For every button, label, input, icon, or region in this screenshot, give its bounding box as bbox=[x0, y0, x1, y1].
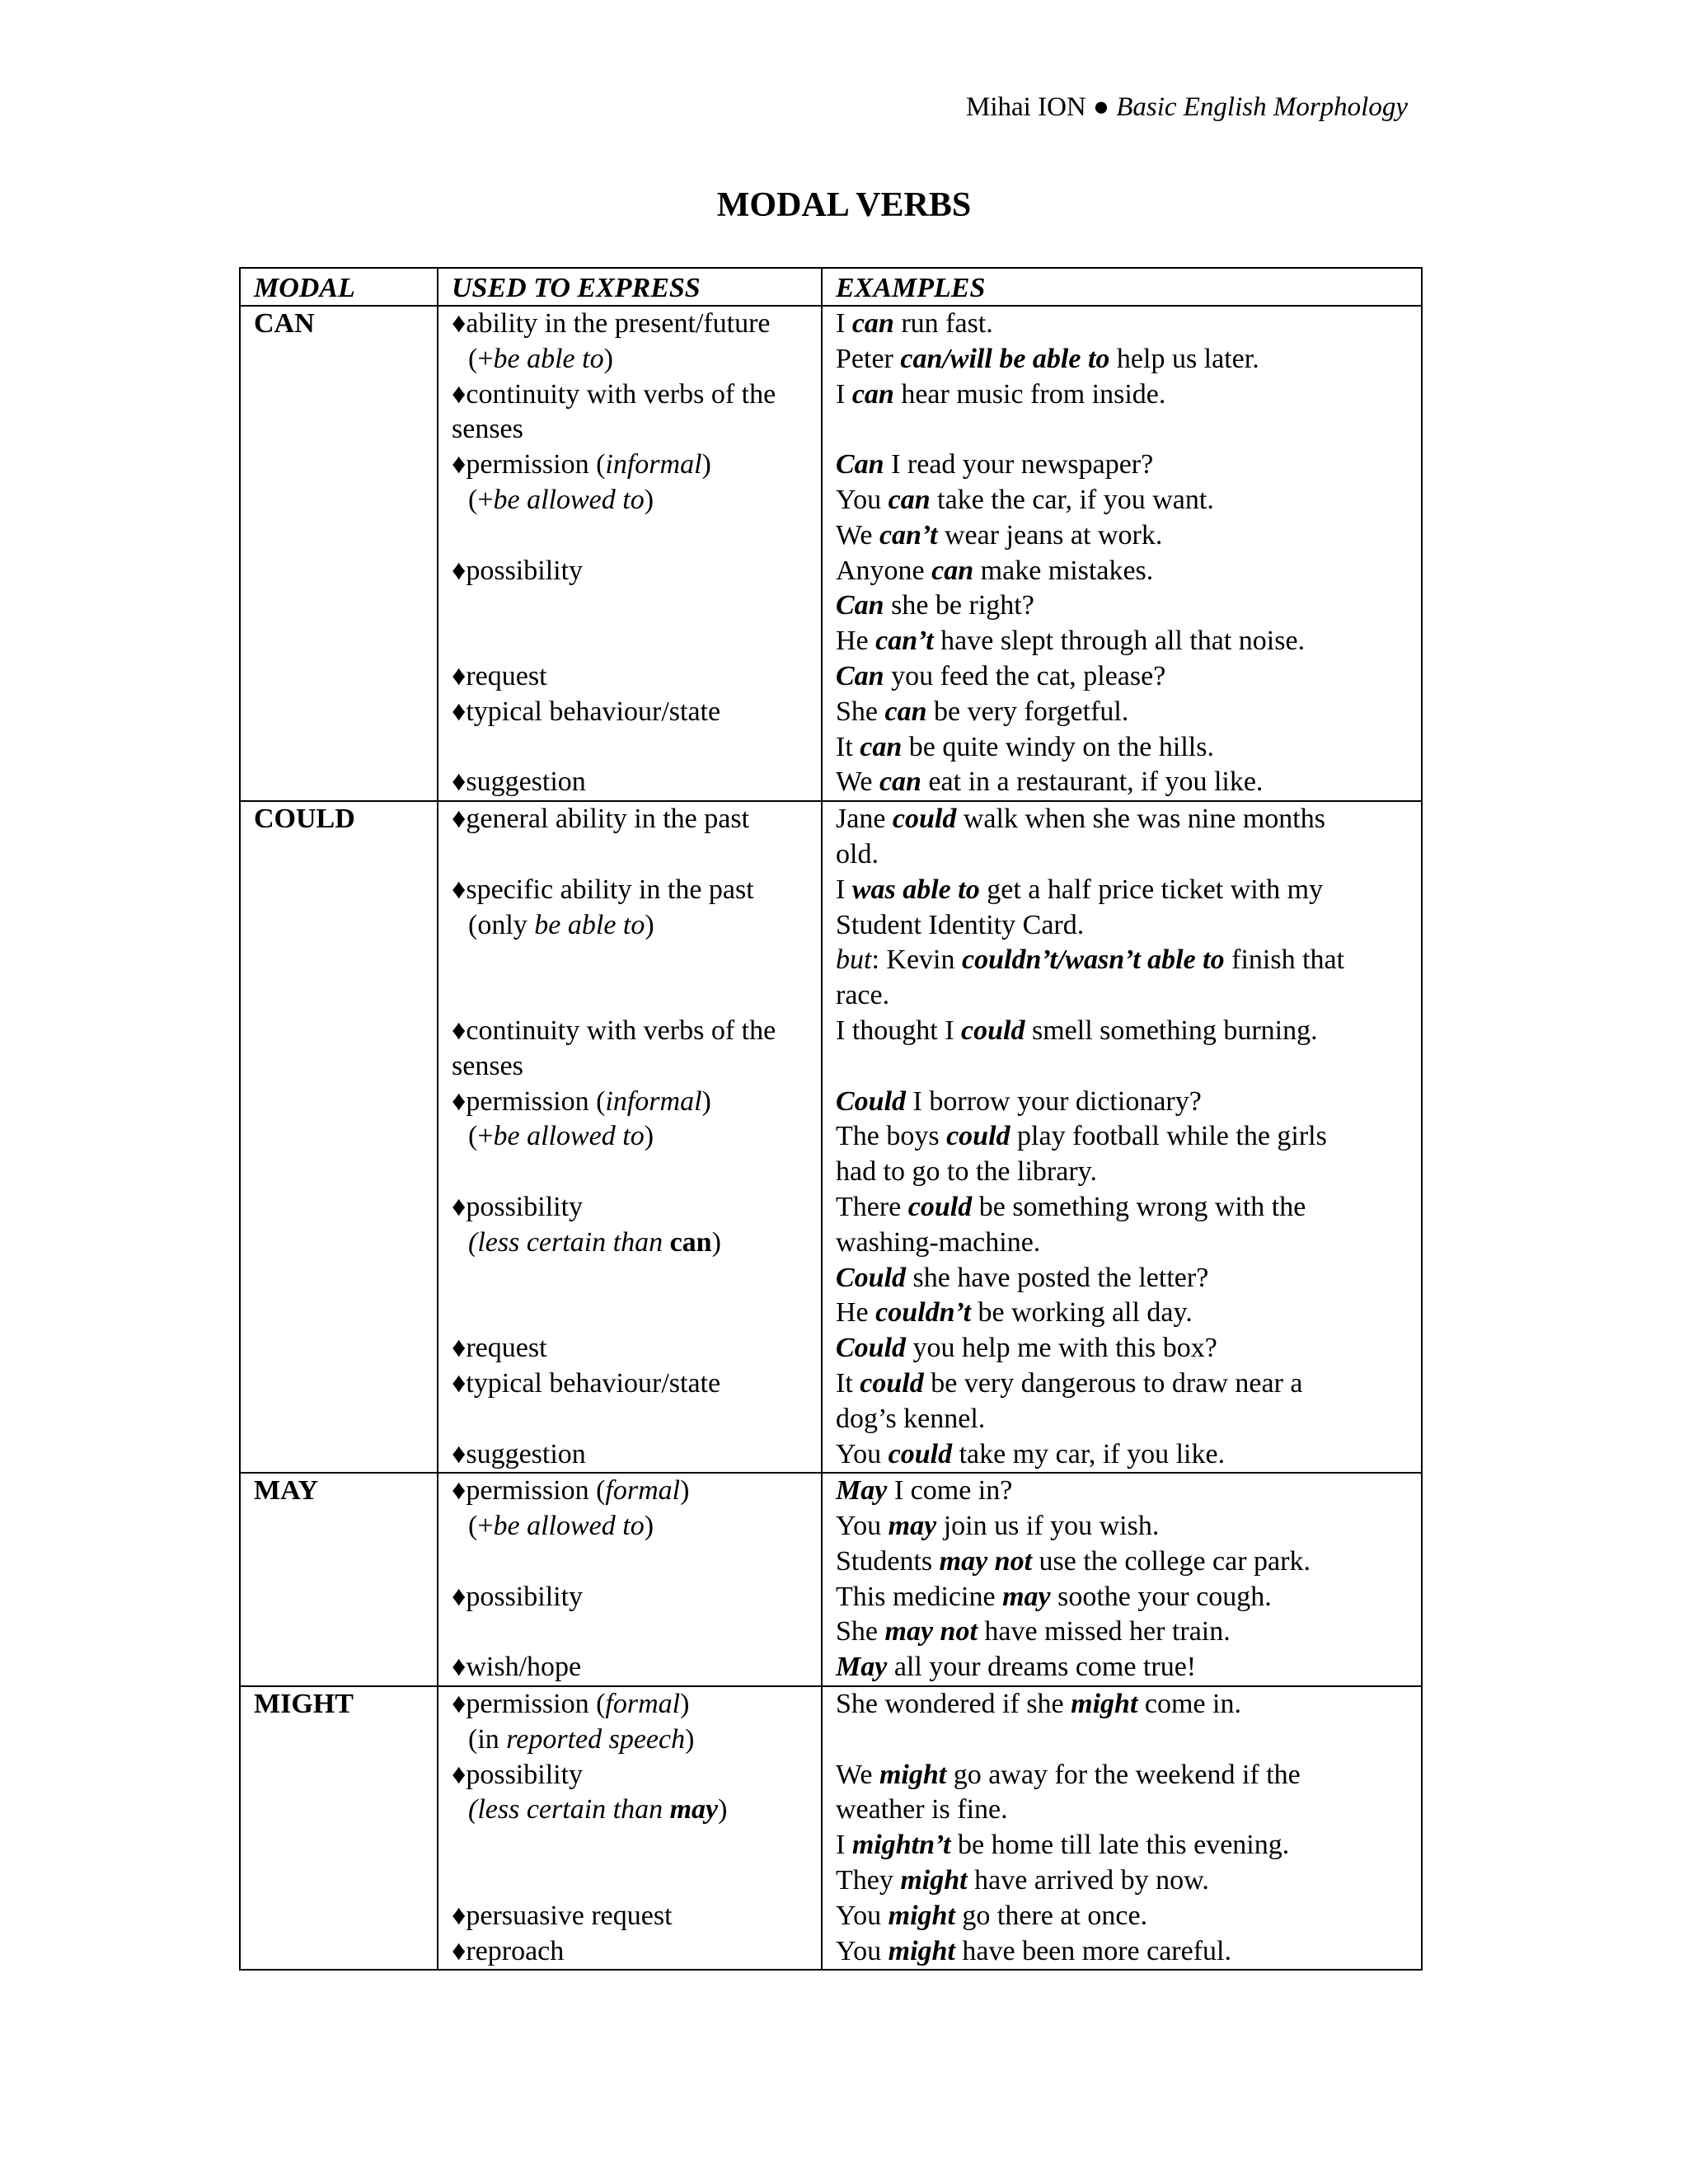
uses-text: be able to bbox=[493, 343, 604, 374]
uses-text: be allowed to bbox=[493, 1121, 645, 1152]
uses-line bbox=[452, 1722, 808, 1758]
examples-text: There bbox=[836, 1191, 908, 1222]
examples-text: May bbox=[836, 1475, 888, 1507]
examples-line bbox=[836, 1402, 1408, 1437]
examples-line bbox=[836, 695, 1408, 730]
uses-text: ♦permission ( bbox=[452, 1085, 606, 1117]
uses-text: be allowed to bbox=[493, 484, 645, 515]
uses-text: ♦continuity with verbs of the bbox=[452, 1015, 776, 1046]
header-bullet: ● bbox=[1093, 92, 1109, 122]
examples-text: May bbox=[836, 1652, 888, 1683]
uses-text: ) bbox=[644, 484, 654, 515]
uses-text: informal bbox=[605, 1085, 702, 1117]
examples-line bbox=[836, 342, 1408, 377]
uses-text: ) bbox=[711, 1226, 721, 1258]
examples-text: Can bbox=[836, 590, 884, 621]
uses-text: ) bbox=[680, 1689, 690, 1720]
uses-line bbox=[452, 448, 808, 483]
examples-text: You bbox=[836, 1511, 889, 1542]
uses-text: (+ bbox=[468, 484, 494, 515]
examples-line bbox=[836, 802, 1408, 837]
examples-text: play football while the girls bbox=[1010, 1121, 1327, 1152]
uses-line bbox=[452, 518, 808, 554]
uses-text: (in bbox=[468, 1723, 507, 1755]
examples-text: make mistakes. bbox=[973, 555, 1154, 586]
modal-cell: COULD bbox=[240, 801, 438, 1473]
uses-line bbox=[452, 943, 808, 978]
examples-text: Peter bbox=[836, 343, 901, 374]
uses-text: ♦permission ( bbox=[452, 1689, 606, 1720]
uses-text: ♦possibility bbox=[452, 1191, 584, 1222]
examples-line bbox=[836, 1580, 1408, 1615]
examples-text: washing-machine. bbox=[836, 1226, 1041, 1258]
examples-text: could bbox=[892, 804, 957, 835]
uses-line bbox=[452, 1580, 808, 1615]
examples-text: Could bbox=[836, 1333, 907, 1364]
uses-line bbox=[452, 1366, 808, 1402]
examples-line bbox=[836, 1437, 1408, 1473]
examples-text: go away for the weekend if the bbox=[946, 1759, 1301, 1790]
examples-line bbox=[836, 624, 1408, 659]
uses-line bbox=[452, 1085, 808, 1120]
uses-text: (only bbox=[468, 909, 535, 940]
examples-line bbox=[836, 1155, 1408, 1190]
examples-text: wear jeans at work. bbox=[937, 519, 1163, 551]
examples-text: you feed the cat, please? bbox=[884, 660, 1166, 691]
examples-text: might bbox=[1071, 1689, 1138, 1720]
uses-text: ♦typical behaviour/state bbox=[452, 696, 721, 727]
examples-text: help us later. bbox=[1109, 343, 1259, 374]
uses-line bbox=[452, 1437, 808, 1473]
examples-text: might bbox=[888, 1935, 955, 1966]
uses-line bbox=[452, 1828, 808, 1863]
examples-text: You bbox=[836, 1438, 889, 1469]
examples-cell bbox=[822, 306, 1422, 801]
examples-text: go there at once. bbox=[954, 1900, 1148, 1931]
examples-line bbox=[836, 1650, 1408, 1685]
uses-line bbox=[452, 1758, 808, 1793]
uses-text: less certain than bbox=[477, 1794, 670, 1825]
examples-line bbox=[836, 1049, 1408, 1085]
uses-text: senses bbox=[452, 1050, 523, 1081]
uses-line bbox=[452, 1331, 808, 1366]
examples-line bbox=[836, 518, 1408, 554]
examples-text: can bbox=[888, 484, 931, 515]
examples-text: I thought I bbox=[836, 1015, 962, 1046]
examples-line bbox=[836, 588, 1408, 624]
examples-text: might bbox=[888, 1900, 955, 1931]
uses-text: ♦ability in the present/future bbox=[452, 308, 771, 339]
examples-line bbox=[836, 1934, 1408, 1970]
uses-line bbox=[452, 695, 808, 730]
examples-text: You bbox=[836, 1935, 889, 1966]
examples-line bbox=[836, 1085, 1408, 1120]
examples-text: can bbox=[884, 696, 927, 727]
examples-line bbox=[836, 978, 1408, 1014]
table-row bbox=[240, 306, 1422, 801]
uses-line bbox=[452, 1296, 808, 1331]
column-header-modal: MODAL bbox=[240, 268, 438, 306]
uses-text: (+ bbox=[468, 1511, 494, 1542]
uses-text: ♦reproach bbox=[452, 1935, 565, 1966]
examples-line bbox=[836, 1366, 1408, 1402]
examples-text: she have posted the letter? bbox=[906, 1262, 1209, 1293]
uses-line bbox=[452, 978, 808, 1014]
examples-text: be very dangerous to draw near a bbox=[923, 1367, 1303, 1399]
examples-line bbox=[836, 1899, 1408, 1934]
uses-line bbox=[452, 873, 808, 908]
examples-line bbox=[836, 412, 1408, 448]
uses-text: ♦persuasive request bbox=[452, 1900, 673, 1931]
examples-text: The boys bbox=[836, 1121, 947, 1152]
examples-text: can bbox=[931, 555, 974, 586]
examples-text: You bbox=[836, 484, 889, 515]
uses-text: ♦permission ( bbox=[452, 1475, 606, 1507]
uses-text: ♦suggestion bbox=[452, 1438, 586, 1469]
uses-line bbox=[452, 1793, 808, 1828]
table-row bbox=[240, 1473, 1422, 1686]
examples-line bbox=[836, 1687, 1408, 1722]
uses-line bbox=[452, 1474, 808, 1509]
uses-text: ) bbox=[680, 1475, 690, 1507]
examples-text: Student Identity Card. bbox=[836, 909, 1085, 940]
examples-text: have missed her train. bbox=[977, 1616, 1231, 1647]
examples-line bbox=[836, 1544, 1408, 1580]
examples-text: could bbox=[907, 1191, 973, 1222]
examples-text: It bbox=[836, 731, 860, 762]
page-title: MODAL VERBS bbox=[716, 186, 972, 224]
examples-text: might bbox=[879, 1759, 947, 1790]
uses-text: ♦request bbox=[452, 1333, 547, 1364]
examples-text: Jane bbox=[836, 804, 893, 835]
examples-text: could bbox=[888, 1438, 953, 1469]
uses-text: can bbox=[669, 1226, 712, 1258]
examples-text: smell something burning. bbox=[1025, 1015, 1318, 1046]
uses-text: ♦specific ability in the past bbox=[452, 874, 754, 905]
examples-text: She bbox=[836, 1616, 885, 1647]
examples-text: was able to bbox=[851, 874, 980, 905]
examples-line bbox=[836, 1226, 1408, 1261]
examples-text: He bbox=[836, 1297, 876, 1329]
examples-text: have arrived by now. bbox=[967, 1865, 1209, 1896]
examples-text: It bbox=[836, 1367, 860, 1399]
examples-text: get a half price ticket with my bbox=[979, 874, 1324, 905]
uses-text: ( bbox=[468, 1226, 478, 1258]
examples-cell bbox=[822, 801, 1422, 1473]
examples-text: eat in a restaurant, if you like. bbox=[921, 766, 1264, 798]
uses-text: be allowed to bbox=[493, 1511, 645, 1542]
examples-text: can/will be able to bbox=[900, 343, 1110, 374]
examples-text: dog’s kennel. bbox=[836, 1403, 986, 1434]
examples-text: finish that bbox=[1224, 944, 1345, 976]
examples-text: but bbox=[836, 944, 872, 976]
uses-text: ♦possibility bbox=[452, 555, 584, 586]
uses-line bbox=[452, 1687, 808, 1722]
examples-text: she be right? bbox=[884, 590, 1034, 621]
examples-text: be quite windy on the hills. bbox=[902, 731, 1214, 762]
examples-text: I borrow your dictionary? bbox=[906, 1085, 1202, 1117]
examples-text: could bbox=[946, 1121, 1010, 1152]
uses-text: less certain than bbox=[477, 1226, 670, 1258]
examples-text: run fast. bbox=[893, 308, 993, 339]
examples-line bbox=[836, 1722, 1408, 1758]
examples-line bbox=[836, 908, 1408, 944]
used-to-express-cell bbox=[438, 1686, 822, 1970]
examples-line bbox=[836, 837, 1408, 873]
uses-line bbox=[452, 588, 808, 624]
examples-text: Can bbox=[836, 449, 884, 480]
uses-text: ♦suggestion bbox=[452, 766, 586, 798]
examples-line bbox=[836, 730, 1408, 766]
examples-text: I come in? bbox=[887, 1475, 1013, 1507]
uses-line bbox=[452, 1190, 808, 1226]
column-header-examples: EXAMPLES bbox=[822, 268, 1422, 306]
examples-text: She wondered if she bbox=[836, 1689, 1071, 1720]
uses-line bbox=[452, 1014, 808, 1049]
examples-text: can bbox=[860, 731, 903, 762]
uses-text: ♦possibility bbox=[452, 1759, 584, 1790]
examples-text: had to go to the library. bbox=[836, 1156, 1097, 1188]
examples-text: walk when she was nine months bbox=[956, 804, 1325, 835]
examples-text: take my car, if you like. bbox=[952, 1438, 1226, 1469]
running-header bbox=[966, 91, 1408, 124]
examples-text: I bbox=[836, 308, 852, 339]
uses-line bbox=[452, 1934, 808, 1970]
uses-line bbox=[452, 1261, 808, 1296]
uses-text: ♦possibility bbox=[452, 1581, 584, 1612]
examples-line bbox=[836, 1190, 1408, 1226]
uses-text: (+ bbox=[468, 1121, 494, 1152]
examples-text: may not bbox=[939, 1545, 1033, 1577]
examples-cell bbox=[822, 1473, 1422, 1686]
modal-verbs-table bbox=[239, 267, 1423, 1971]
examples-text: may not bbox=[884, 1616, 978, 1647]
examples-line bbox=[836, 1509, 1408, 1544]
uses-line bbox=[452, 659, 808, 695]
header-author: Mihai ION bbox=[966, 92, 1086, 122]
examples-line bbox=[836, 1261, 1408, 1296]
examples-text: hear music from inside. bbox=[893, 378, 1166, 410]
modal-cell: MIGHT bbox=[240, 1686, 438, 1970]
table-header-row bbox=[240, 268, 1422, 306]
examples-text: soothe your cough. bbox=[1050, 1581, 1272, 1612]
examples-text: be something wrong with the bbox=[972, 1191, 1306, 1222]
uses-text: ♦permission ( bbox=[452, 449, 606, 480]
modal-cell: CAN bbox=[240, 306, 438, 801]
uses-line bbox=[452, 908, 808, 944]
examples-line bbox=[836, 1828, 1408, 1863]
examples-text: Could bbox=[836, 1085, 907, 1117]
used-to-express-cell bbox=[438, 306, 822, 801]
used-to-express-cell bbox=[438, 801, 822, 1473]
uses-text: ♦continuity with verbs of the bbox=[452, 378, 776, 410]
examples-text: old. bbox=[836, 838, 879, 869]
header-book-title: Basic English Morphology bbox=[1116, 92, 1408, 122]
uses-line bbox=[452, 1049, 808, 1085]
examples-text: can bbox=[851, 378, 894, 410]
examples-text: have been more careful. bbox=[954, 1935, 1231, 1966]
examples-text: We bbox=[836, 519, 879, 551]
uses-text: ) bbox=[701, 1085, 711, 1117]
examples-text: Anyone bbox=[836, 555, 932, 586]
examples-line bbox=[836, 1758, 1408, 1793]
examples-text: Could bbox=[836, 1262, 907, 1293]
examples-text: Can bbox=[836, 660, 884, 691]
uses-text: reported speech bbox=[506, 1723, 686, 1755]
uses-line bbox=[452, 1615, 808, 1650]
examples-text: This medicine bbox=[836, 1581, 1003, 1612]
examples-text: weather is fine. bbox=[836, 1794, 1008, 1825]
table-body bbox=[240, 306, 1422, 1970]
examples-cell bbox=[822, 1686, 1422, 1970]
uses-text: (+ bbox=[468, 343, 494, 374]
uses-line bbox=[452, 307, 808, 342]
table-row bbox=[240, 1686, 1422, 1970]
used-to-express-cell bbox=[438, 1473, 822, 1686]
uses-text: ) bbox=[645, 909, 654, 940]
examples-line bbox=[836, 1119, 1408, 1155]
uses-line bbox=[452, 765, 808, 800]
examples-text: all your dreams come true! bbox=[887, 1652, 1197, 1683]
examples-text: be very forgetful. bbox=[926, 696, 1129, 727]
examples-text: I bbox=[836, 1830, 852, 1861]
examples-text: We bbox=[836, 1759, 879, 1790]
uses-text: ) bbox=[718, 1794, 728, 1825]
uses-text: informal bbox=[605, 449, 702, 480]
uses-line bbox=[452, 837, 808, 873]
examples-line bbox=[836, 448, 1408, 483]
uses-text: be able to bbox=[534, 909, 645, 940]
uses-line bbox=[452, 1650, 808, 1685]
uses-text: may bbox=[669, 1794, 719, 1825]
uses-line bbox=[452, 624, 808, 659]
examples-line bbox=[836, 1014, 1408, 1049]
examples-text: You bbox=[836, 1900, 889, 1931]
examples-text: : Kevin bbox=[871, 944, 962, 976]
examples-text: They bbox=[836, 1865, 901, 1896]
examples-text: could bbox=[860, 1367, 924, 1399]
uses-text: ♦general ability in the past bbox=[452, 804, 750, 835]
column-header-used-to-express: USED TO EXPRESS bbox=[438, 268, 822, 306]
uses-line bbox=[452, 1226, 808, 1261]
uses-text: ) bbox=[644, 1121, 654, 1152]
uses-text: formal bbox=[605, 1689, 681, 1720]
uses-text: formal bbox=[605, 1475, 681, 1507]
examples-line bbox=[836, 1793, 1408, 1828]
examples-text: couldn’t bbox=[875, 1297, 972, 1329]
examples-text: take the car, if you want. bbox=[930, 484, 1214, 515]
examples-line bbox=[836, 659, 1408, 695]
examples-line bbox=[836, 943, 1408, 978]
uses-line bbox=[452, 1544, 808, 1580]
uses-line bbox=[452, 342, 808, 377]
examples-text: come in. bbox=[1137, 1689, 1241, 1720]
uses-line bbox=[452, 377, 808, 413]
uses-line bbox=[452, 1899, 808, 1934]
uses-line bbox=[452, 1402, 808, 1437]
examples-line bbox=[836, 1474, 1408, 1509]
examples-text: use the college car park. bbox=[1032, 1545, 1311, 1577]
uses-text: ) bbox=[685, 1723, 695, 1755]
examples-text: could bbox=[961, 1015, 1025, 1046]
examples-line bbox=[836, 1615, 1408, 1650]
examples-text: might bbox=[900, 1865, 968, 1896]
uses-line bbox=[452, 554, 808, 589]
examples-text: He bbox=[836, 626, 876, 657]
examples-line bbox=[836, 307, 1408, 342]
uses-line bbox=[452, 412, 808, 448]
examples-line bbox=[836, 554, 1408, 589]
uses-text: ) bbox=[701, 449, 711, 480]
examples-text: can’t bbox=[879, 519, 938, 551]
examples-line bbox=[836, 765, 1408, 800]
uses-text: ) bbox=[644, 1511, 654, 1542]
examples-text: I read your newspaper? bbox=[884, 449, 1154, 480]
examples-text: Students bbox=[836, 1545, 940, 1577]
examples-line bbox=[836, 1296, 1408, 1331]
examples-line bbox=[836, 873, 1408, 908]
uses-text: ) bbox=[603, 343, 613, 374]
uses-line bbox=[452, 1863, 808, 1899]
examples-text: may bbox=[1002, 1581, 1051, 1612]
uses-line bbox=[452, 1509, 808, 1544]
examples-text: can’t bbox=[875, 626, 934, 657]
examples-line bbox=[836, 377, 1408, 413]
examples-line bbox=[836, 1331, 1408, 1366]
examples-text: be home till late this evening. bbox=[950, 1830, 1290, 1861]
table-row bbox=[240, 801, 1422, 1473]
examples-text: race. bbox=[836, 980, 890, 1011]
uses-line bbox=[452, 1119, 808, 1155]
examples-text: I bbox=[836, 874, 852, 905]
uses-line bbox=[452, 1155, 808, 1190]
examples-text: join us if you wish. bbox=[936, 1511, 1160, 1542]
examples-text: may bbox=[888, 1511, 937, 1542]
examples-line bbox=[836, 1863, 1408, 1899]
uses-text: ♦request bbox=[452, 660, 547, 691]
uses-text: ♦typical behaviour/state bbox=[452, 1367, 721, 1399]
examples-text: can bbox=[879, 766, 921, 798]
examples-text: be working all day. bbox=[971, 1297, 1193, 1329]
uses-line bbox=[452, 730, 808, 766]
uses-line bbox=[452, 483, 808, 518]
uses-text: senses bbox=[452, 414, 523, 445]
uses-text: ( bbox=[468, 1794, 478, 1825]
uses-line bbox=[452, 802, 808, 837]
uses-text: ♦wish/hope bbox=[452, 1652, 582, 1683]
examples-text: couldn’t/wasn’t able to bbox=[962, 944, 1225, 976]
modal-cell: MAY bbox=[240, 1473, 438, 1686]
examples-text: She bbox=[836, 696, 885, 727]
examples-text: have slept through all that noise. bbox=[933, 626, 1306, 657]
examples-text: mightn’t bbox=[851, 1830, 951, 1861]
examples-text: I bbox=[836, 378, 852, 410]
examples-text: you help me with this box? bbox=[906, 1333, 1217, 1364]
examples-text: can bbox=[851, 308, 894, 339]
examples-text: We bbox=[836, 766, 879, 798]
examples-line bbox=[836, 483, 1408, 518]
